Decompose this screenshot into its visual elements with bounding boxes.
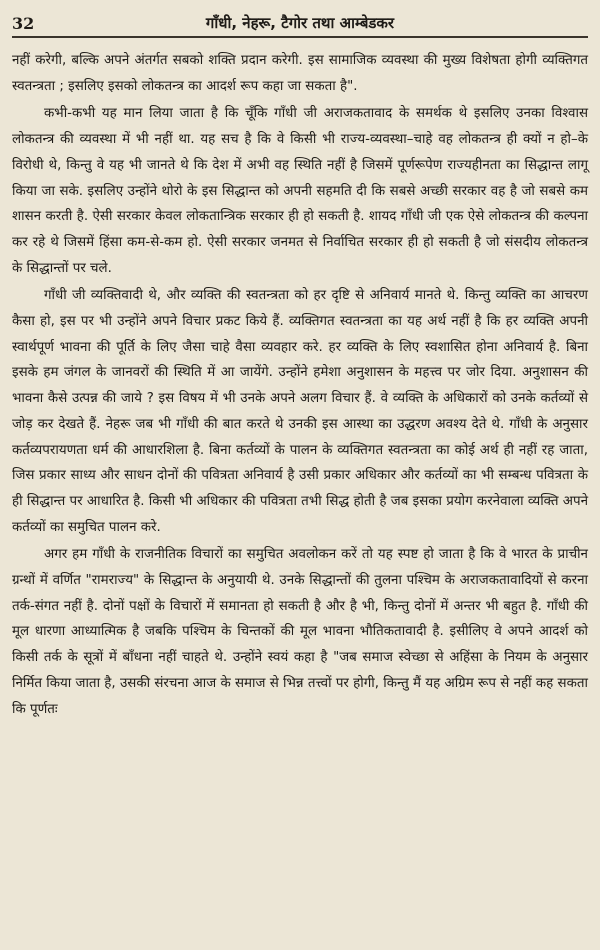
paragraph-continuation: नहीं करेगी, बल्कि अपने अंतर्गत सबको शक्ति प्रदान करेगी. इस सामाजिक व्यवस्था की मुख्य विशेषता होगी व्यक्तिगत स्वतन्त्रता ; इसलिए इसको लोकतन्त्र का आदर्श रूप कहा जा सकता है". [12, 53, 588, 94]
page-number: 32 [12, 13, 35, 33]
paragraph-ramrajya: अगर हम गाँधी के राजनीतिक विचारों का समुचित अवलोकन करें तो यह स्पष्ट हो जाता है कि वे भारत के प्राचीन ग्रन्थों में वर्णित "रामराज्य" के सिद्धान्त के अनुयायी थे. उनके सिद्धान्तों की तुलना पश्चिम के अराजकतावादियों से करना तर्क-संगत नहीं है. दोनों पक्षों के विचारों में समानता हो सकती है और है भी, किन्तु दोनों में अन्तर भी बहुत है. गाँधी की मूल धारणा आध्यात्मिक है जबकि पश्चिम के चिन्तकों की मूल भावना भौतिकतावादी है. इसीलिए वे अपने आदर्श को किसी तर्क के सूत्रों में बाँधना नहीं चाहते थे. उन्होंने स्वयं कहा है "जब समाज स्वेच्छा से अहिंसा के नियम के अनुसार निर्मित किया जाता है, उसकी संरचना आज के समाज से भिन्न तत्त्वों पर होगी, किन्तु मैं यह अग्रिम रूप से नहीं कह सकता कि पूर्णतः [12, 547, 588, 717]
body-text [12, 48, 588, 722]
paragraph-individualism: गाँधी जी व्यक्तिवादी थे, और व्यक्ति की स्वतन्त्रता को हर दृष्टि से अनिवार्य मानते थे. किन्तु व्यक्ति का आचरण कैसा हो, इस पर भी उन्होंने अपने विचार प्रकट किये हैं. व्यक्तिगत स्वतन्त्रता का यह अर्थ नहीं है कि हर व्यक्ति अपनी स्वार्थपूर्ण भावना की पूर्ति के लिए जैसा चाहे वैसा व्यवहार करे. हर व्यक्ति के लिए स्वशासित होना अनिवार्य है. बिना इसके हम जंगल के जानवरों की स्थिति में आ जायेंगे. उन्होंने हमेशा अनुशासन के महत्त्व पर जोर दिया. अनुशासन की भावना कैसे उत्पन्न की जाये ? इस विषय में भी उनके अपने अलग विचार हैं. वे व्यक्ति के अधिकारों को उनके कर्तव्यों से जोड़ कर देखते हैं. नेहरू जब भी गाँधी की बात करते थे उनकी इस आस्था का उद्धरण अवश्य देते थे. गाँधी के अनुसार कर्तव्यपरायणता धर्म की आधारशिला है. बिना कर्तव्यों के पालन के व्यक्तिगत स्वतन्त्रता का कोई अर्थ ही नहीं रह जाता, जिस प्रकार साध्य और साधन दोनों की पवित्रता अनिवार्य है उसी प्रकार अधिकार और कर्तव्यों का भी सम्बन्ध पवित्रता के ही सिद्धान्त पर आधारित है. किसी भी अधिकार की पवित्रता तभी सिद्ध होती है जब इसका प्रयोग करनेवाला व्यक्ति अपने कर्तव्यों का समुचित पालन करे. [12, 288, 588, 535]
page-header [12, 10, 588, 38]
running-title: गाँधी, नेहरू, टैगोर तथा आम्बेडकर [205, 14, 395, 32]
paragraph-democracy: कभी-कभी यह मान लिया जाता है कि चूँकि गाँधी जी अराजकतावाद के समर्थक थे इसलिए उनका विश्वास लोकतन्त्र की व्यवस्था में भी नहीं था. यह सच है कि वे किसी भी राज्य-व्यवस्था–चाहे वह लोकतन्त्र ही क्यों न हो–के विरोधी थे, किन्तु वे यह भी जानते थे कि देश में अभी वह स्थिति नहीं है जिसमें पूर्णरूपेण राज्यहीनता का सिद्धान्त लागू किया जा सके. इसलिए उन्होंने थोरो के इस सिद्धान्त को अपनी सहमति दी कि सबसे अच्छी सरकार वह है जो सबसे कम शासन करती है. ऐसी सरकार केवल लोकतान्त्रिक सरकार ही हो सकती है. शायद गाँधी जी एक ऐसे लोकतन्त्र की कल्पना कर रहे थे जिसमें हिंसा कम-से-कम हो. ऐसी सरकार जनमत से निर्वाचित सरकार ही हो सकती है जो संसदीय लोकतन्त्र के सिद्धान्तों पर चले. [12, 106, 588, 276]
